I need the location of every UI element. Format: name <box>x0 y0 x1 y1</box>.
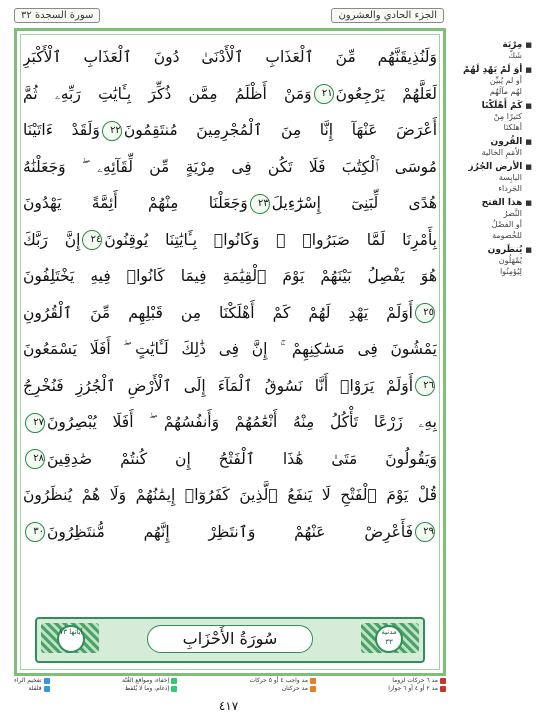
legend-label: مد ٢ أو ٤ أو ٦ جوازا <box>388 685 438 692</box>
verse-text: فَأَعْرِضْ عَنْهُمْ وَٱنتَظِرْ إِنَّهُم مُّنتَظِرُونَ <box>47 522 413 541</box>
legend-swatch-icon <box>310 686 316 692</box>
glossary-entry <box>456 65 532 97</box>
glossary-definition: النَّصرُ <box>503 209 522 218</box>
glossary-definition: لهُم مآلَهُم <box>489 87 522 96</box>
verse-line <box>23 185 437 222</box>
verse-text: وَجَعَلْنَا مِنْهُمْ أَئِمَّةً يَهْدُونَ <box>23 194 248 212</box>
verse-text: وَمَنْ أَظْلَمُ مِمَّن ذُكِّرَ بِـَٔايَٰتِ رَبِّهِۦ ثُمَّ <box>23 84 312 103</box>
legend-item <box>122 685 177 692</box>
legend-label: مد حركتان <box>281 685 308 692</box>
legend-label: مد ٦ حركات لزوما <box>392 677 438 684</box>
glossary-word: ■ هذا الفتح <box>456 198 532 208</box>
legend-column <box>249 677 315 699</box>
verse-count-medal: آياتها ٧٣ <box>57 625 85 653</box>
legend-item <box>249 677 315 684</box>
verse-line <box>23 368 437 405</box>
glossary-definition: الجَرداء <box>498 184 522 193</box>
surah-header-label <box>14 8 100 23</box>
text-frame <box>14 28 446 676</box>
ayah-marker: ٢٢ <box>102 121 122 141</box>
glossary-definition: اليابِسة <box>498 173 522 182</box>
legend-label: إدغام، وما لا يُلفظ <box>124 685 170 692</box>
surah-index-medal: مدنية ٣٣ <box>375 625 403 653</box>
legend-column <box>122 677 177 699</box>
verse-text: وَلَنُذِيقَنَّهُم مِّنَ ٱلْعَذَابِ ٱلْأَدْنَىٰ دُونَ ٱلْعَذَابِ ٱلْأَكْبَرِ <box>23 48 437 66</box>
legend-column <box>388 677 446 699</box>
legend-swatch-icon <box>171 686 177 692</box>
verse-text: بِهِۦ زَرْعًا تَأْكُلُ مِنْهُ أَنْعَٰمُهُمْ وَأَنفُسُهُمْ ۖ أَفَلَا يُبْصِرُونَ <box>47 413 437 431</box>
verse-text: هُدًى لِّبَنِىٓ إِسْرَٰٓءِيلَ <box>271 194 437 212</box>
legend-label: تفخيم الراء <box>14 677 42 684</box>
glossary-definition: يُمْهَلُون <box>498 256 522 265</box>
glossary-definition: كثيرًا مِنْ <box>493 112 522 121</box>
glossary-word: ■ القُرون <box>456 137 532 147</box>
legend-swatch-icon <box>44 686 50 692</box>
legend-label: مد واجب ٤ أو ٥ حركات <box>249 677 308 684</box>
juz-header-label: الجزء الحادي والعشرون <box>331 8 444 23</box>
verse-line <box>23 514 437 551</box>
legend-swatch-icon <box>440 678 446 684</box>
verse-text: وَيَقُولُونَ مَتَىٰ هَٰذَا ٱلْفَتْحُ إِن كُنتُمْ صَٰدِقِينَ <box>47 449 437 468</box>
verse-line <box>23 112 437 149</box>
verse-line <box>23 149 437 186</box>
glossary-word: ■ مِرْيَة <box>456 40 532 50</box>
legend-swatch-icon <box>440 686 446 692</box>
ayah-marker: ٢٥ <box>415 303 435 323</box>
verse-lines <box>23 39 437 550</box>
legend-swatch-icon <box>44 678 50 684</box>
legend-item <box>122 677 177 684</box>
ayah-marker: ٢٤ <box>82 230 102 250</box>
page-header <box>14 4 444 26</box>
glossary-entry <box>456 101 532 133</box>
verse-text: وَلَقَدْ ءَاتَيْنَا <box>23 121 100 139</box>
legend-item <box>14 677 50 684</box>
verse-text: لَعَلَّهُمْ يَرْجِعُونَ <box>335 84 437 103</box>
legend-item <box>388 677 446 684</box>
glossary-definition: أو الفصْلُ <box>491 220 522 229</box>
glossary-word: ■ كَمْ أَهْلَكْنَا <box>456 101 532 111</box>
verse-text: بِأَمْرِنَا لَمَّا صَبَرُوا۟ ۖ وَكَانُوا۟ بِـَٔايَٰتِنَا يُوقِنُونَ <box>104 230 437 249</box>
tajweed-legend <box>14 677 446 699</box>
glossary-word: ■ يُنظَرون <box>456 245 532 255</box>
glossary-entry <box>456 162 532 194</box>
glossary-definition: أو لم يُبيِّن <box>489 76 522 85</box>
verse-line <box>23 76 437 113</box>
verse-text: إِنَّ رَبَّكَ <box>23 230 81 249</box>
glossary-definition: للخُصومة <box>492 231 522 240</box>
verse-text: مُوسَى ٱلْكِتَٰبَ فَلَا تَكُن فِى مِرْيَةٍ مِّن لِّقَآئِهِۦ ۖ وَجَعَلْنَٰهُ <box>23 157 437 176</box>
ayah-marker: ٢٨ <box>25 449 45 469</box>
verse-line <box>23 404 437 441</box>
glossary-definition: الأمَمِ الخالية <box>481 148 522 157</box>
verse-text: أَوَلَمْ يَرَوْا۟ أَنَّا نَسُوقُ ٱلْمَآءَ إِلَى ٱلْأَرْضِ ٱلْجُرُزِ فَنُخْرِجُ <box>23 376 413 395</box>
glossary-word: ■ الأرض الجُرُز <box>456 162 532 172</box>
verse-text: يَمْشُونَ فِى مَسَٰكِنِهِمْ ۚ إِنَّ فِى ذَٰلِكَ لَـَٔايَٰتٍ ۖ أَفَلَا يَسْمَعُونَ <box>23 340 437 358</box>
legend-label: قلقلة <box>28 685 42 692</box>
ayah-marker: ٢٩ <box>415 522 435 542</box>
verse-line <box>23 477 437 514</box>
ayah-marker: ٣٠ <box>25 522 45 542</box>
legend-item <box>388 685 446 692</box>
legend-label: إخفاء، ومواقع الغُنّة <box>121 677 170 684</box>
verse-text: قُلْ يَوْمَ ٱلْفَتْحِ لَا يَنفَعُ ٱلَّذِينَ كَفَرُوٓا۟ إِيمَٰنُهُمْ وَلَا هُمْ يُنظَرُونَ <box>23 486 437 504</box>
legend-item <box>249 685 315 692</box>
glossary-definition: شَكّ <box>508 51 522 60</box>
verse-text: هُوَ يَفْصِلُ بَيْنَهُمْ يَوْمَ ٱلْقِيَٰمَةِ فِيمَا كَانُوا۟ فِيهِ يَخْتَلِفُونَ <box>23 267 437 285</box>
glossary-sidebar <box>456 40 532 281</box>
glossary-word: ■ أوَ لَمْ يَهْدِ لَهُمْ <box>456 65 532 75</box>
ayah-marker: ٢٣ <box>250 194 270 214</box>
surah-number: ٣٢ <box>21 9 32 21</box>
verse-line <box>23 39 437 76</box>
glossary-entry <box>456 198 532 241</box>
glossary-entry <box>456 137 532 158</box>
verse-line <box>23 441 437 478</box>
ayah-marker: ٢٦ <box>415 376 435 396</box>
verse-text: أَوَلَمْ يَهْدِ لَهُمْ كَمْ أَهْلَكْنَا مِن قَبْلِهِم مِّنَ ٱلْقُرُونِ <box>23 303 413 322</box>
verse-line <box>23 222 437 259</box>
page-number: ٤١٧ <box>218 699 239 713</box>
surah-name: سورة السجدة <box>34 9 94 21</box>
surah-title: سُورَةُ الأَحْزَابِ <box>147 625 313 653</box>
verse-line <box>23 258 437 295</box>
legend-item <box>14 685 50 692</box>
verse-line <box>23 331 437 368</box>
glossary-entry <box>456 40 532 61</box>
legend-column <box>14 677 50 699</box>
surah-banner <box>35 617 425 663</box>
glossary-definition: أهلكنَا <box>503 123 522 132</box>
legend-swatch-icon <box>310 678 316 684</box>
verse-line <box>23 295 437 332</box>
ayah-marker: ٢٧ <box>25 413 45 433</box>
glossary-entry <box>456 245 532 277</box>
ayah-marker: ٢١ <box>314 84 334 104</box>
legend-swatch-icon <box>171 678 177 684</box>
glossary-definition: لِيُؤمِنُوا <box>499 267 522 276</box>
verse-text: أَعْرَضَ عَنْهَآ إِنَّا مِنَ ٱلْمُجْرِمِينَ مُنتَقِمُونَ <box>123 121 437 139</box>
